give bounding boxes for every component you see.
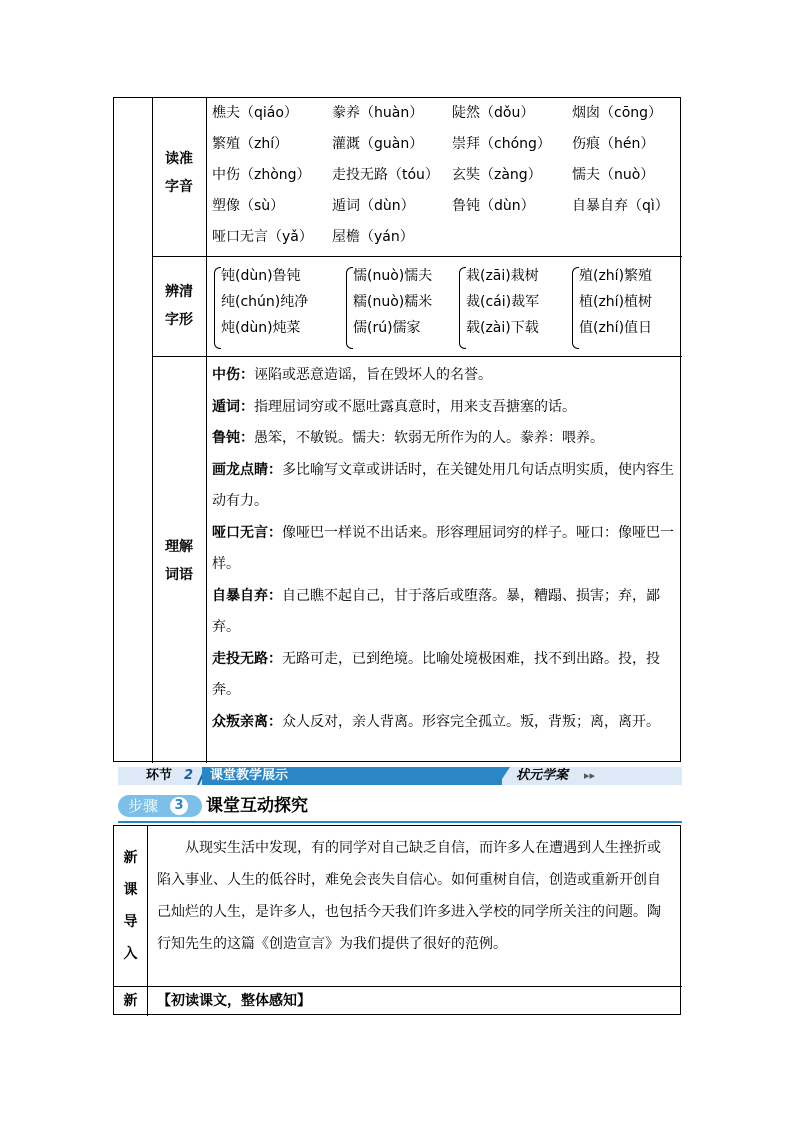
- definition-line: [212, 518, 677, 581]
- pronunciation-grid: [212, 98, 682, 253]
- banner-brand: 状元学案: [516, 768, 569, 783]
- banner-title: 课堂教学展示: [210, 768, 289, 783]
- row-divider-1: [152, 256, 682, 257]
- pinyin-item: 哑口无言（yǎ）: [212, 229, 313, 245]
- definition: 诬陷或恶意造谣，旨在毁坏人的名誉。: [254, 367, 492, 383]
- step-badge: [118, 795, 202, 817]
- shape-item: 栽(zāi)栽树: [466, 268, 539, 284]
- banner-number: 2: [184, 768, 194, 783]
- intro-table: [113, 825, 681, 1015]
- brace-icon: [214, 267, 221, 349]
- definition-line: [212, 360, 677, 392]
- pinyin-item: 鲁钝（dùn）: [452, 198, 535, 214]
- word-study-table: [113, 97, 681, 762]
- shape-item: 纯(chún)纯净: [221, 294, 309, 310]
- pronunciation-label: [154, 145, 204, 201]
- column-divider-1: [152, 98, 153, 763]
- pinyin-item: 繁殖（zhí）: [212, 136, 289, 152]
- shapes-label-line2: 字形: [165, 312, 193, 328]
- pronunciation-label-line2: 字音: [165, 179, 193, 195]
- column-divider: [147, 826, 148, 1016]
- double-arrow-icon: ▸▸: [584, 769, 596, 782]
- term: 走投无路：: [212, 650, 282, 667]
- intro-label-char: 入: [123, 946, 138, 962]
- step-title: 课堂互动探究: [206, 796, 308, 816]
- pinyin-item: 屋檐（yán）: [332, 229, 414, 245]
- term: 自暴自弃：: [212, 587, 282, 604]
- shape-item: 殖(zhí)繁殖: [579, 268, 653, 284]
- pinyin-item: 玄奘（zàng）: [452, 167, 542, 183]
- pinyin-item: 豢养（huàn）: [332, 105, 424, 121]
- section-banner: [118, 767, 682, 785]
- pinyin-item: 灌溉（guàn）: [332, 136, 424, 152]
- shapes-label: [154, 278, 204, 334]
- definition-line: [212, 581, 677, 644]
- row-divider-2: [152, 356, 682, 357]
- vocab-label: [154, 533, 204, 589]
- pinyin-item: 崇拜（chóng）: [452, 136, 551, 152]
- definition: 愚笨，不敏锐。懦夫：软弱无所作为的人。豢养：喂养。: [254, 430, 604, 446]
- brace-icon: [346, 267, 353, 349]
- term: 众叛亲离：: [212, 713, 282, 730]
- pinyin-item: 走投无路（tóu）: [332, 167, 439, 183]
- shape-item: 儒(rú)儒家: [353, 320, 421, 336]
- definition: 无路可走，已到绝境。比喻处境极困难，找不到出路。投，投奔。: [212, 650, 660, 698]
- next-label: 新: [123, 993, 138, 1009]
- shape-item: 懦(nuò)懦夫: [353, 268, 433, 284]
- column-divider-2: [206, 98, 207, 763]
- intro-label-char: 新: [123, 850, 138, 866]
- next-heading: 【初读课文，整体感知】: [157, 993, 311, 1009]
- shape-item: 裁(cái)裁军: [466, 294, 540, 310]
- shape-item: 载(zài)下载: [466, 320, 539, 336]
- term: 哑口无言：: [212, 524, 282, 541]
- definition: 多比喻写文章或讲话时，在关键处用几句话点明实质，使内容生动有力。: [212, 461, 674, 509]
- intro-label-char: 课: [123, 882, 138, 898]
- shape-item: 值(zhí)值日: [579, 320, 653, 336]
- term: 画龙点睛：: [212, 461, 282, 478]
- brace-icon: [459, 267, 466, 349]
- definition: 像哑巴一样说不出话来。形容理屈词穷的样子。哑口：像哑巴一样。: [212, 524, 674, 572]
- brace-icon: [572, 267, 579, 349]
- definition-line: [212, 423, 677, 455]
- vocab-definitions: [212, 360, 677, 738]
- step-underline: [118, 821, 682, 823]
- term: 鲁钝：: [212, 430, 254, 446]
- pinyin-item: 遁词（dùn）: [332, 198, 415, 214]
- definition-line: [212, 707, 677, 739]
- definition: 众人反对，亲人背离。形容完全孤立。叛，背叛；离，离开。: [282, 713, 660, 730]
- term: 中伤：: [212, 367, 254, 383]
- pronunciation-row: [212, 191, 682, 222]
- step-number: 3: [170, 797, 188, 815]
- shape-item: 植(zhí)植树: [579, 294, 653, 310]
- pinyin-item: 塑像（sù）: [212, 198, 285, 214]
- pronunciation-row: [212, 129, 682, 160]
- banner-section-label: 环节: [146, 768, 173, 783]
- vocab-label-line1: 理解: [165, 539, 193, 555]
- definition: 自己瞧不起自己，甘于落后或堕落。暴，糟蹋、损害；弃，鄙弃。: [212, 587, 660, 635]
- shapes-label-line1: 辨清: [165, 284, 193, 300]
- term: 遁词：: [212, 398, 254, 415]
- definition: 指理屈词穷或不愿吐露真意时，用来支吾搪塞的话。: [254, 398, 576, 415]
- pinyin-item: 伤痕（hén）: [572, 136, 655, 152]
- pinyin-item: 樵夫（qiáo）: [212, 105, 298, 121]
- pronunciation-row: [212, 98, 682, 129]
- shape-item: 糯(nuò)糯米: [353, 294, 433, 310]
- definition-line: [212, 455, 677, 518]
- shape-item: 炖(dùn)炖菜: [221, 320, 301, 336]
- intro-label: [114, 842, 147, 970]
- pinyin-item: 陡然（dǒu）: [452, 105, 535, 121]
- shape-item: 钝(dùn)鲁钝: [221, 268, 301, 284]
- pronunciation-label-line1: 读准: [165, 151, 193, 167]
- pronunciation-row: [212, 222, 682, 253]
- intro-label-char: 导: [123, 914, 138, 930]
- pinyin-item: 懦夫（nuò）: [572, 167, 655, 183]
- definition-line: [212, 644, 677, 707]
- step-label: 步骤: [128, 797, 159, 815]
- definition-line: [212, 392, 677, 424]
- pinyin-item: 自暴自弃（qì）: [572, 198, 669, 214]
- vocab-label-line2: 词语: [165, 567, 193, 583]
- pronunciation-row: [212, 160, 682, 191]
- intro-paragraph: 从现实生活中发现，有的同学对自己缺乏自信，而许多人在遭遇到人生挫折或陷入事业、人生的低谷时，难免会丧失自信心。如何重树自信，创造或重新开创自己灿烂的人生，是许多人，也包括今天我们许多进入学校的同学所关注的问题。陶行知先生的这篇《创造宣言》为我们提供了很好的范例。: [157, 840, 661, 952]
- pinyin-item: 中伤（zhòng）: [212, 167, 311, 183]
- pinyin-item: 烟囱（cōng）: [572, 105, 663, 121]
